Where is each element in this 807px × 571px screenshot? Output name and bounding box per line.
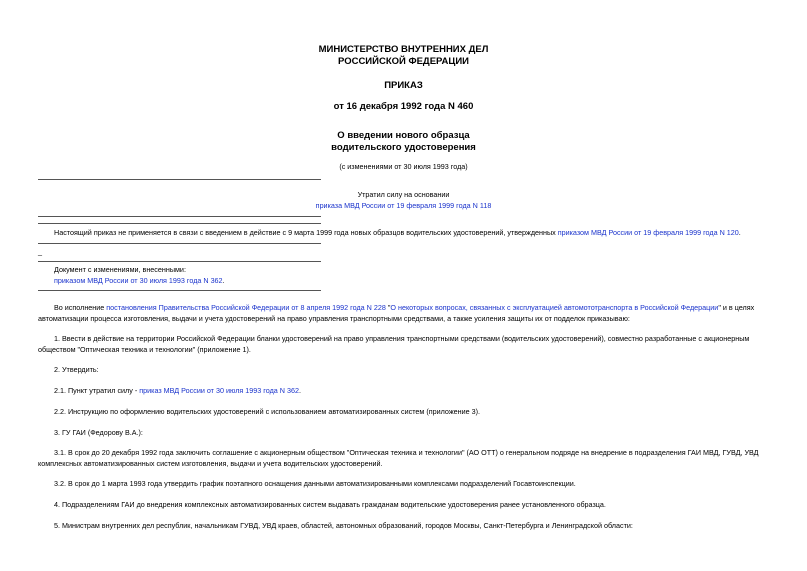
- paragraph-2: 2. Утвердить:: [54, 365, 99, 374]
- divider: [38, 261, 321, 262]
- divider: [38, 243, 321, 244]
- resolution-title-link[interactable]: О некоторых вопросах, связанных с эксплуатацией автомототранспорта в Российской Федерации: [390, 303, 719, 312]
- changes-link[interactable]: приказом МВД России от 30 июля 1993 года N 362: [54, 276, 223, 285]
- paragraph-1-line1: 1. Ввести в действие на территории Российской Федерации бланки удостоверений на право управления транспортными средствами (водительских удостоверений), совместно разработанные с акционерным: [54, 334, 750, 343]
- lost-force-link[interactable]: приказа МВД России от 19 февраля 1999 года N 118: [315, 201, 492, 210]
- ministry-name-line2: РОССИЙСКОЙ ФЕДЕРАЦИИ: [337, 56, 469, 67]
- divider: [38, 216, 321, 217]
- paragraph-1-line2: обществом "Оптическая техника и технологии" (приложение 1).: [38, 345, 251, 354]
- divider: [38, 290, 321, 291]
- paragraph-2-1: 2.1. Пункт утратил силу - приказ МВД России от 30 июля 1993 года N 362.: [54, 386, 301, 395]
- lost-force-label: Утратил силу на основании: [357, 190, 450, 199]
- notice-link[interactable]: приказом МВД России от 19 февраля 1999 года N 120: [557, 228, 739, 237]
- divider: [38, 223, 321, 224]
- document-page: МИНИСТЕРСТВО ВНУТРЕННИХ ДЕЛ РОССИЙСКОЙ ФЕДЕРАЦИИ ПРИКАЗ от 16 декабря 1992 года N 460 О введении нового образца водительского удостоверения (с изменениями от 30 июля 1993 года) Утратил силу на основании приказа МВД России от 19 февраля 1999 года N 118 Настоящий приказ не применяется в связи с введением в действие с 9 марта 1999 года новых образцов водительских удостоверений, утвержденных приказом МВД России от 19 февраля 1999 года N 120. _ Документ с изменениями, внесенными: приказом МВД России от 30 июля 1993 года N 362. Во исполнение постановления Правительства Российской Федерации от 8 апреля 1992 года N 228 "О некоторых вопросах, связанных с эксплуатацией автомототранспорта в Российской Федерации" и в целях автоматизации процесса изготовления, выдачи и учета удостоверений на право управления транспортными средствами, а также усиления защиты их от подделок приказываю: 1. Ввести в действие на территории Российской Федерации бланки удостоверений на право управления транспортными средствами (водительских удостоверений), совместно разработанные с акционерным обществом "Оптическая техника и технологии" (приложение 1). 2. Утвердить: 2.1. Пункт утратил силу - приказ МВД России от 30 июля 1993 года N 362. 2.2. Инструкцию по оформлению водительских удостоверений с использованием автоматизированных систем (приложение 3). 3. ГУ ГАИ (Федорову В.А.): 3.1. В срок до 20 декабря 1992 года заключить соглашение с акционерным обществом "Оптическая техника и технологии" (АО ОТТ) о генеральном подряде на внедрение в подразделения ГАИ МВД, ГУВД, УВД комплексных автоматизированных систем изготовления, выдачи и учета водительских удостоверений. 3.2. В срок до 1 марта 1993 года утвердить график поэтапного оснащения данными автоматизированными комплексами подразделений Госавтоинспекции. 4. Подразделениям ГАИ до внедрения комплексных автоматизированных систем выдавать гражданам водительские удостоверения ранее установленного образца. 5. Министрам внутренних дел республик, начальникам ГУВД, УВД краев, областей, автономных образований, городов Москвы, Санкт-Петербурга и Ленинградской области:: [0, 0, 807, 571]
- intro-paragraph-line1: Во исполнение постановления Правительства Российской Федерации от 8 апреля 1992 года N 228 "О некоторых вопросах, связанных с эксплуатацией автомототранспорта в Российской Федерации" и в целях: [54, 303, 755, 312]
- paragraph-3-2: 3.2. В срок до 1 марта 1993 года утвердить график поэтапного оснащения данными автоматизированными комплексами подразделений Госавтоинспекции.: [54, 479, 576, 488]
- notice-text: Настоящий приказ не применяется в связи с введением в действие с 9 марта 1999 года новых образцов водительских удостоверений, утвержденных: [54, 228, 556, 237]
- ministry-name-line1: МИНИСТЕРСТВО ВНУТРЕННИХ ДЕЛ: [318, 44, 489, 55]
- document-title-line2: водительского удостоверения: [331, 142, 476, 153]
- amendments-note: (с изменениями от 30 июля 1993 года): [339, 162, 468, 171]
- notice-paragraph: Настоящий приказ не применяется в связи с введением в действие с 9 марта 1999 года новых образцов водительских удостоверений, утвержденных приказом МВД России от 19 февраля 1999 года N 120.: [54, 228, 741, 237]
- paragraph-5: 5. Министрам внутренних дел республик, начальникам ГУВД, УВД краев, областей, автономных образований, городов Москвы, Санкт-Петербурга и Ленинградской области:: [54, 521, 633, 530]
- intro-paragraph-line2: автоматизации процесса изготовления, выдачи и учета удостоверений на право управления транспортными средствами, а также усиления защиты их от подделок приказываю:: [38, 314, 630, 323]
- paragraph-3-1-line1: 3.1. В срок до 20 декабря 1992 года заключить соглашение с акционерным обществом "Оптическая техника и технологии" (АО ОТТ) о генеральном подряде на внедрение в подразделения ГАИ МВД, ГУВД, УВД: [54, 448, 759, 457]
- paragraph-2-1-link[interactable]: приказ МВД России от 30 июля 1993 года N 362: [139, 386, 299, 395]
- government-resolution-link[interactable]: постановления Правительства Российской Федерации от 8 апреля 1992 года N 228: [106, 303, 386, 312]
- paragraph-2-2: 2.2. Инструкцию по оформлению водительских удостоверений с использованием автоматизированных систем (приложение 3).: [54, 407, 481, 416]
- document-title-line1: О введении нового образца: [337, 130, 470, 141]
- document-date: от 16 декабря 1992 года N 460: [333, 101, 474, 112]
- dash-mark: _: [38, 247, 42, 256]
- paragraph-4: 4. Подразделениям ГАИ до внедрения комплексных автоматизированных систем выдавать гражданам водительские удостоверения ранее установленного образца.: [54, 500, 606, 509]
- divider: [38, 179, 321, 180]
- paragraph-3: 3. ГУ ГАИ (Федорову В.А.):: [54, 428, 143, 437]
- changes-label: Документ с изменениями, внесенными:: [54, 265, 186, 274]
- paragraph-3-1-line2: комплексных автоматизированных систем изготовления, выдачи и учета водительских удостоверений.: [38, 459, 383, 468]
- document-type: ПРИКАЗ: [384, 80, 423, 91]
